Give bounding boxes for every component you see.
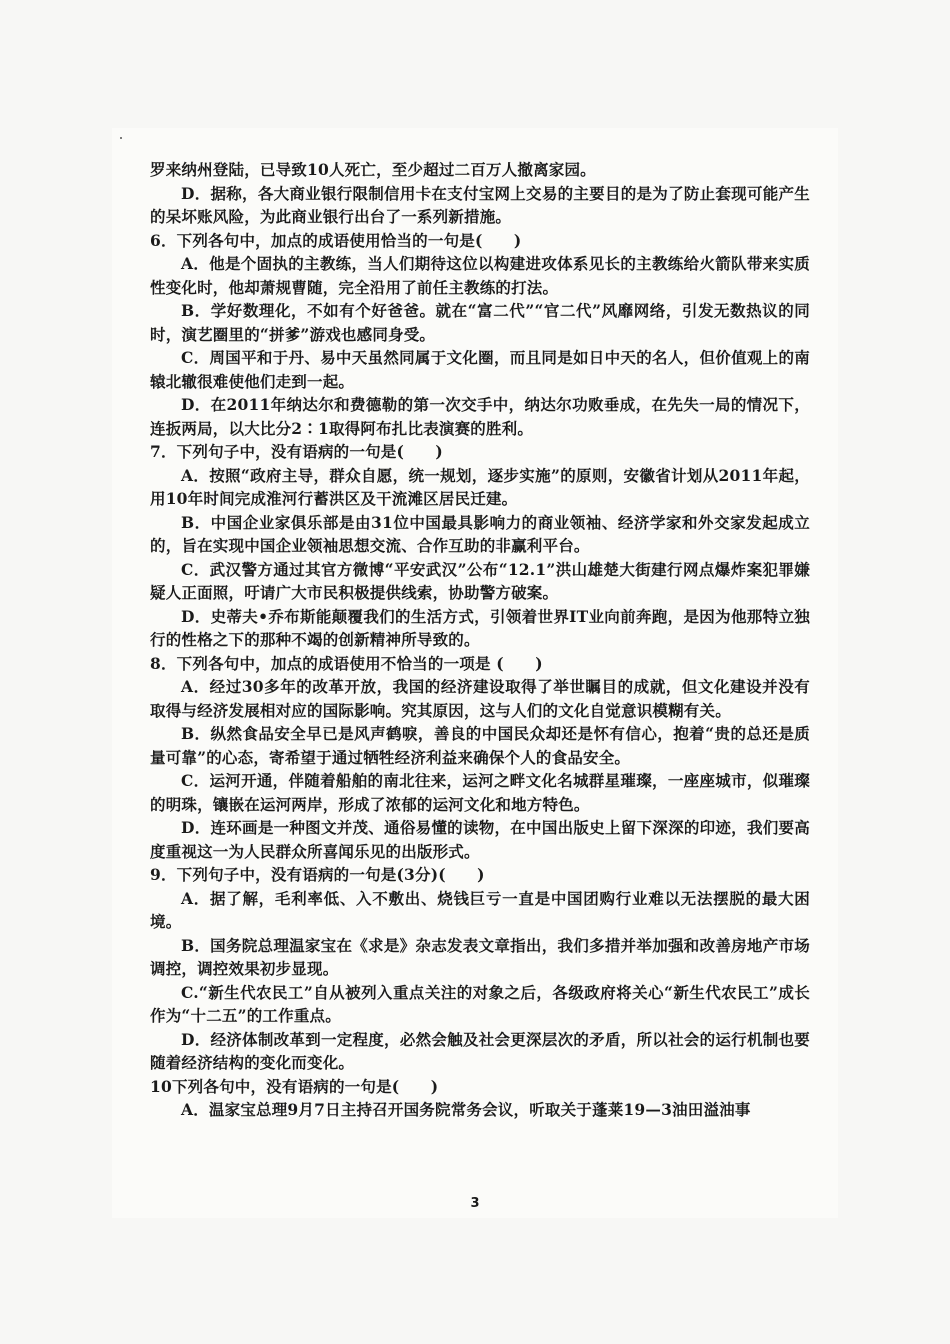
option-c-q9: C.“新生代农民工”自从被列入重点关注的对象之后，各级政府将关心“新生代农民工”成长作为“十二五”的工作重点。 bbox=[150, 982, 810, 1025]
option-a-q8: A．经过30多年的改革开放，我国的经济建设取得了举世瞩目的成就，但文化建设并没有取得与经济发展相对应的国际影响。究其原因，这与人们的文化自觉意识模糊有关。 bbox=[150, 677, 810, 720]
option-b-q8: B．纵然食品安全早已是风声鹤唳，善良的中国民众却还是怀有信心，抱着“贵的总还是质量可靠”的心态，寄希望于通过牺牲经济利益来确保个人的食品安全。 bbox=[150, 724, 810, 767]
option-a-q6: A．他是个固执的主教练，当人们期待这位以构建进攻体系见长的主教练给火箭队带来实质性变化时，他却萧规曹随，完全沿用了前任主教练的打法。 bbox=[150, 254, 810, 297]
option-b-q9: B．国务院总理温家宝在《求是》杂志发表文章指出，我们多措并举加强和改善房地产市场调控，调控效果初步显现。 bbox=[150, 935, 810, 978]
option-c-q6: C．周国平和于丹、易中天虽然同属于文化圈，而且同是如日中天的名人，但价值观上的南辕北辙很难使他们走到一起。 bbox=[150, 348, 810, 391]
option-d-q9: D．经济体制改革到一定程度，必然会触及社会更深层次的矛盾，所以社会的运行机制也要随着经济结构的变化而变化。 bbox=[150, 1029, 810, 1072]
page-number: 3 bbox=[470, 1196, 480, 1211]
option-d-q5: D．据称，各大商业银行限制信用卡在支付宝网上交易的主要目的是为了防止套现可能产生的呆坏账风险，为此商业银行出台了一系列新措施。 bbox=[150, 183, 810, 226]
option-c-q7: C．武汉警方通过其官方微博“平安武汉”公布“12.1”洪山雄楚大街建行网点爆炸案犯罪嫌疑人正面照，吁请广大市民积极提供线索，协助警方破案。 bbox=[150, 559, 810, 602]
option-d-q6: D．在2011年纳达尔和费德勒的第一次交手中，纳达尔功败垂成，在先失一局的情况下，连扳两局，以大比分2∶1取得阿布扎比表演赛的胜利。 bbox=[150, 395, 810, 438]
exam-text-body bbox=[150, 158, 810, 1122]
scan-speck bbox=[120, 137, 122, 139]
question-9: 9．下列句子中，没有语病的一句是(3分)( ) bbox=[150, 865, 485, 884]
question-8: 8．下列各句中，加点的成语使用不恰当的一项是 ( ) bbox=[150, 653, 543, 673]
question-7: 7．下列句子中，没有语病的一句是( ) bbox=[150, 442, 443, 461]
option-a-q10: A．温家宝总理9月7日主持召开国务院常务会议，听取关于蓬莱19—3油田溢油事 bbox=[181, 1100, 751, 1119]
option-a-q7: A．按照“政府主导，群众自愿，统一规划，逐步实施”的原则，安徽省计划从2011年起，用10年时间完成淮河行蓄洪区及干流滩区居民迁建。 bbox=[150, 465, 810, 508]
option-d-q7: D．史蒂夫•乔布斯能颠覆我们的生活方式，引领着世界IT业向前奔跑，是因为他那特立独行的性格之下的那种不竭的创新精神所导致的。 bbox=[150, 606, 810, 649]
option-b-q7: B．中国企业家俱乐部是由31位中国最具影响力的商业领袖、经济学家和外交家发起成立的，旨在实现中国企业领袖思想交流、合作互助的非赢利平台。 bbox=[150, 512, 810, 555]
question-6: 6．下列各句中，加点的成语使用恰当的一句是( ) bbox=[150, 230, 522, 250]
option-c-q8: C．运河开通，伴随着船舶的南北往来，运河之畔文化名城群星璀璨，一座座城市，似璀璨的明珠，镶嵌在运河两岸，形成了浓郁的运河文化和地方特色。 bbox=[150, 771, 810, 814]
option-b-q6: B．学好数理化，不如有个好爸爸。就在“富二代”“官二代”风靡网络，引发无数热议的同时，演艺圈里的“拼爹”游戏也感同身受。 bbox=[150, 301, 810, 344]
option-a-q9: A．据了解，毛利率低、入不敷出、烧钱巨亏一直是中国团购行业难以无法摆脱的最大困境。 bbox=[150, 888, 810, 931]
question-10: 10下列各句中，没有语病的一句是( ) bbox=[150, 1076, 439, 1096]
option-d-q8: D．连环画是一种图文并茂、通俗易懂的读物，在中国出版史上留下深深的印迹，我们要高度重视这一为人民群众所喜闻乐见的出版形式。 bbox=[150, 818, 810, 861]
text-line: 罗来纳州登陆，已导致10人死亡，至少超过二百万人撤离家园。 bbox=[150, 160, 596, 179]
